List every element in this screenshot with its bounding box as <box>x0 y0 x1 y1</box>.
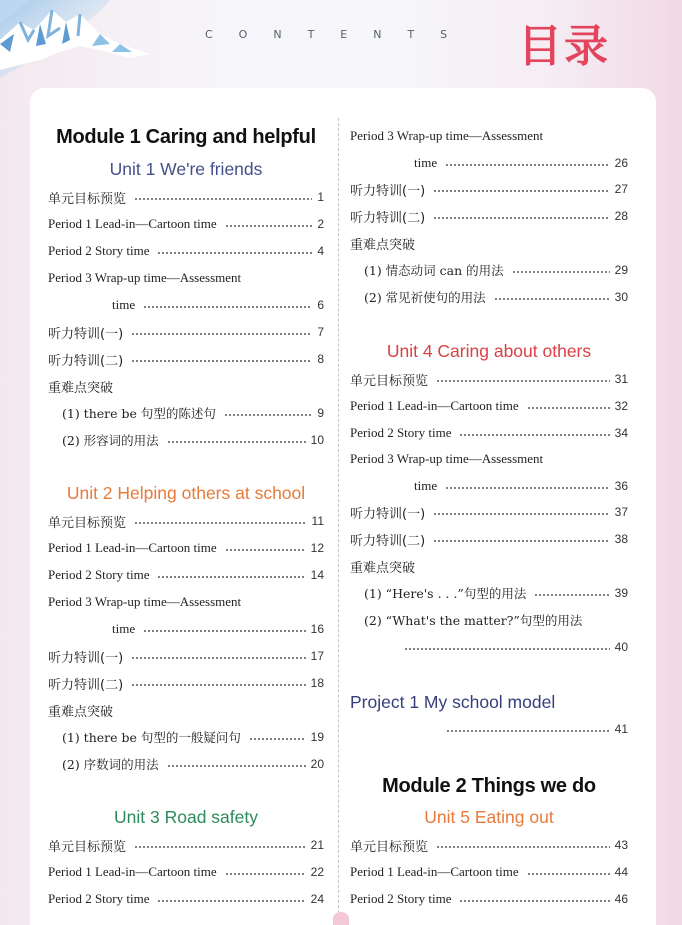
toc-entry[interactable]: Period 3 Wrap-up time—Assessment <box>350 128 544 143</box>
toc-entry[interactable]: 单元目标预览 21 <box>48 838 324 855</box>
toc-section-label: 重难点突破 <box>48 380 114 396</box>
toc-entry[interactable]: (2) “What's the matter?”句型的用法 <box>364 613 583 628</box>
toc-entry[interactable]: Period 2 Story time 46 <box>350 891 628 906</box>
toc-entry[interactable]: Period 1 Lead-in—Cartoon time 2 <box>48 216 324 231</box>
toc-entry[interactable]: Period 1 Lead-in—Cartoon time 12 <box>48 540 324 555</box>
toc-entry[interactable]: Period 1 Lead-in—Cartoon time 44 <box>350 864 628 879</box>
toc-entry[interactable]: 单元目标预览 11 <box>48 514 324 531</box>
toc-entry[interactable]: (1) “Here's . . .”句型的用法 39 <box>364 586 628 601</box>
toc-entry[interactable]: 40 <box>404 637 628 657</box>
unit-5-heading: Unit 5 Eating out <box>424 807 554 827</box>
toc-entry[interactable]: 听力特训(二) 8 <box>48 352 324 369</box>
unit-2-heading: Unit 2 Helping others at school <box>66 483 306 503</box>
toc-entry[interactable]: Period 2 Story time 4 <box>48 243 324 258</box>
toc-entry[interactable]: (2) 序数词的用法 20 <box>62 757 324 772</box>
unit-1-heading: Unit 1 We're friends <box>109 159 263 179</box>
unit-4-heading: Unit 4 Caring about others <box>386 341 592 361</box>
contents-label: CONTENTS <box>205 28 474 41</box>
toc-entry[interactable]: (1) 情态动词 can 的用法 29 <box>364 263 628 278</box>
toc-section-label: 重难点突破 <box>48 704 114 720</box>
snow-mountain-illustration <box>0 0 200 80</box>
toc-entry[interactable]: Period 3 Wrap-up time—Assessment <box>350 451 544 466</box>
toc-entry[interactable]: 单元目标预览 1 <box>48 190 324 207</box>
toc-entry[interactable]: Period 3 Wrap-up time—Assessment <box>48 270 242 285</box>
toc-entry[interactable]: Period 2 Story time 34 <box>350 425 628 440</box>
column-divider <box>338 118 339 918</box>
module-2-heading: Module 2 Things we do <box>382 775 596 797</box>
page-corner-decoration <box>333 912 349 925</box>
toc-entry[interactable]: (2) 常见祈使句的用法 30 <box>364 290 628 305</box>
toc-entry[interactable]: 听力特训(二) 38 <box>350 532 628 549</box>
unit-3-heading: Unit 3 Road safety <box>114 807 258 827</box>
toc-entry[interactable]: 单元目标预览 43 <box>350 838 628 855</box>
toc-entry[interactable]: time 16 <box>112 621 324 636</box>
module-1-heading: Module 1 Caring and helpful <box>56 126 316 148</box>
toc-entry[interactable]: 单元目标预览 31 <box>350 372 628 389</box>
toc-entry[interactable]: 听力特训(一) 17 <box>48 649 324 666</box>
page-title: 目录 <box>518 21 610 72</box>
toc-entry[interactable]: 听力特训(二) 28 <box>350 209 628 226</box>
toc-entry[interactable]: 听力特训(一) 7 <box>48 325 324 342</box>
page-header <box>0 0 682 90</box>
toc-entry[interactable]: (1) there be 句型的一般疑问句 19 <box>62 730 324 745</box>
toc-section-label: 重难点突破 <box>350 560 416 576</box>
project-1-heading: Project 1 My school model <box>350 692 556 712</box>
toc-entry[interactable]: time 26 <box>414 155 628 170</box>
toc-entry[interactable]: time 36 <box>414 478 628 493</box>
toc-entry[interactable]: 41 <box>446 719 628 739</box>
toc-entry[interactable]: Period 2 Story time 14 <box>48 567 324 582</box>
toc-entry[interactable]: Period 1 Lead-in—Cartoon time 22 <box>48 864 324 879</box>
toc-entry[interactable]: time 6 <box>112 297 324 312</box>
toc-entry[interactable]: (2) 形容词的用法 10 <box>62 433 324 448</box>
toc-section-label: 重难点突破 <box>350 237 416 253</box>
toc-entry[interactable]: Period 2 Story time 24 <box>48 891 324 906</box>
toc-entry[interactable]: 听力特训(一) 37 <box>350 505 628 522</box>
toc-entry[interactable]: 听力特训(二) 18 <box>48 676 324 693</box>
toc-entry[interactable]: Period 1 Lead-in—Cartoon time 32 <box>350 398 628 413</box>
toc-entry[interactable]: 听力特训(一) 27 <box>350 182 628 199</box>
toc-entry[interactable]: (1) there be 句型的陈述句 9 <box>62 406 324 421</box>
toc-entry[interactable]: Period 3 Wrap-up time—Assessment <box>48 594 242 609</box>
